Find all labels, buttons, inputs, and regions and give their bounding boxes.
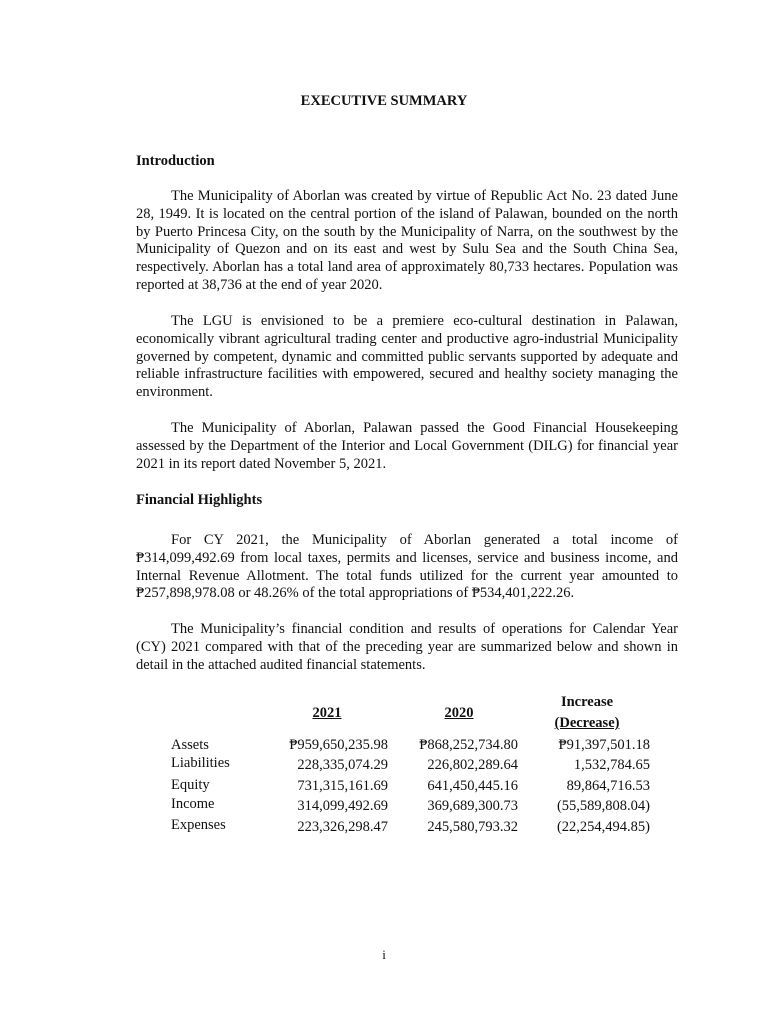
cell-change: (22,254,494.85) — [556, 819, 650, 835]
cell-2021: 228,335,074.29 — [297, 757, 388, 773]
header-2020: 2020 — [444, 705, 474, 721]
intro-paragraph-3: The Municipality of Aborlan, Palawan passed the Good Financial Housekeeping assessed by the Department of the Interior and Local Government (DILG) for financial year 2021 in its report dated November 5, 2021. — [136, 420, 678, 472]
cell-2020: 226,802,289.64 — [427, 757, 518, 773]
cell-change: (55,589,808.04) — [556, 798, 650, 814]
page-title: EXECUTIVE SUMMARY — [300, 93, 468, 109]
row-label: Assets — [171, 737, 209, 753]
financial-paragraph-2: The Municipality’s financial condition and results of operations for Calendar Year (CY) 2021 compared with that of the preceding year are summarized below and shown in detail in the attached audited financial statements. — [136, 621, 678, 673]
financial-highlights-heading: Financial Highlights — [136, 492, 263, 508]
cell-2021: ₱959,650,235.98 — [289, 737, 388, 753]
cell-change: ₱91,397,501.18 — [558, 737, 650, 753]
header-2021: 2021 — [312, 705, 342, 721]
intro-paragraph-1: The Municipality of Aborlan was created by virtue of Republic Act No. 23 dated June 28, 1949. It is located on the central portion of the island of Palawan, bounded on the north by Puerto Princesa City, on the south by the Municipality of Narra, on the southwest by the Municipality of Quezon and on its east and west by Sulu Sea and the South China Sea, respectively. Aborlan has a total land area of approximately 80,733 hectares. Population was reported at 38,736 at the end of year 2020. — [136, 188, 678, 293]
cell-2020: 369,689,300.73 — [427, 798, 518, 814]
cell-2021: 731,315,161.69 — [297, 778, 388, 794]
page-number: i — [382, 947, 386, 962]
cell-2021: 314,099,492.69 — [297, 798, 388, 814]
row-label: Equity — [171, 777, 210, 793]
cell-change: 89,864,716.53 — [566, 778, 650, 794]
cell-change: 1,532,784.65 — [573, 757, 650, 773]
row-label: Expenses — [171, 817, 226, 833]
cell-2020: ₱868,252,734.80 — [419, 737, 518, 753]
cell-2021: 223,326,298.47 — [297, 819, 388, 835]
cell-2020: 641,450,445.16 — [427, 778, 518, 794]
header-decrease: (Decrease) — [554, 715, 620, 731]
introduction-heading: Introduction — [136, 153, 215, 169]
cell-2020: 245,580,793.32 — [427, 819, 518, 835]
row-label: Liabilities — [171, 755, 230, 771]
intro-paragraph-2: The LGU is envisioned to be a premiere eco-cultural destination in Palawan, economically vibrant agricultural trading center and productive agro-industrial Municipality governed by competent, dynamic and committed public servants supported by adequate and reliable infrastructure facilities with empowered, secured and healthy society managing the environment. — [136, 313, 678, 401]
row-label: Income — [171, 796, 215, 812]
financial-paragraph-1: For CY 2021, the Municipality of Aborlan generated a total income of ₱314,099,492.69 from local taxes, permits and licenses, service and business income, and Internal Revenue Allotment. The total funds utilized for the current year amounted to ₱257,898,978.08 or 48.26% of the total appropriations of ₱534,401,222.26. — [136, 532, 678, 602]
header-increase: Increase — [560, 694, 614, 710]
